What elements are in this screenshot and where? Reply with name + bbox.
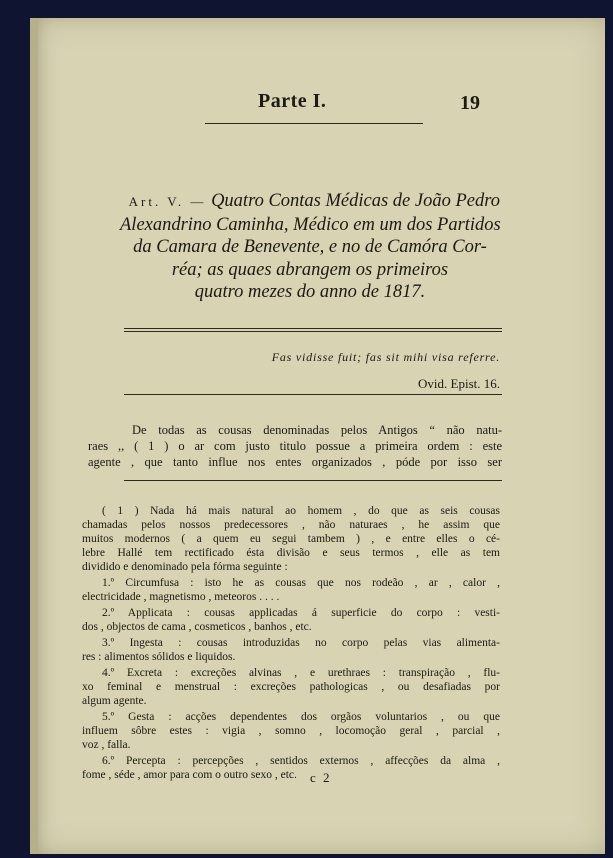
- running-title: Parte I.: [258, 90, 327, 112]
- title-rule-top-double: [124, 331, 502, 332]
- footnote-line: 4.º Excreta : excreções alvinas , e urethraes : transpiração , flu-: [102, 667, 500, 679]
- book-page: [30, 18, 605, 854]
- page-number: 19: [460, 92, 480, 114]
- title-line-4: réa; as quaes abrangem os primeiros: [171, 259, 449, 280]
- title-line-1-text: Quatro Contas Médicas de João Pedro: [211, 191, 500, 211]
- footnote-line: xo feminal e menstrual : excreções pathologicas , ou desafiadas por: [82, 681, 500, 693]
- page-header: [30, 90, 605, 130]
- body-line: De todas as cousas denominadas pelos Antigos “ não natu-: [132, 423, 502, 437]
- page-gutter: [30, 18, 38, 854]
- footnote-line: fome , séde , amor para com o outro sexo , etc.: [82, 769, 297, 781]
- body-line: agente , que tanto influe nos entes organizados , póde por isso ser: [88, 455, 502, 469]
- body-line: raes ,, ( 1 ) o ar com justo titulo possue a primeira ordem : este: [88, 439, 502, 453]
- footnote-line: 3.º Ingesta : cousas introduzidas no corpo pelas vias alimenta-: [102, 637, 500, 649]
- footnote-block: [82, 504, 500, 782]
- footnote-line: algum agente.: [82, 695, 147, 707]
- footnote-line: 2.º Applicata : cousas applicadas á superficie do corpo : vesti-: [102, 607, 500, 619]
- title-line-2: Alexandrino Caminha, Médico em um dos Partidos: [120, 214, 501, 235]
- footnote-line: 1.º Circumfusa : isto he as cousas que nos rodeão , ar , calor ,: [102, 577, 500, 589]
- article-title: [120, 190, 500, 304]
- header-rule: [205, 123, 423, 124]
- footnote-line: influem sôbre estes : vigia , somno , locomoção geral , parcial ,: [82, 725, 500, 737]
- footnote-line: 5.º Gesta : acções dependentes dos orgãos voluntarios , ou que: [102, 711, 500, 723]
- title-line-5: quatro mezes do anno de 1817.: [194, 282, 426, 302]
- signature-mark: c 2: [310, 770, 332, 785]
- epigraph-source: Ovid. Epist. 16.: [418, 376, 500, 391]
- footnote-separator: [124, 480, 502, 481]
- footnote-line: lebre Hallé tem rectificado ésta divisão e seus termos , elle as tem: [82, 547, 500, 559]
- title-rule-top: [124, 328, 502, 329]
- footnote-line: voz , falla.: [82, 739, 131, 751]
- title-line-1: [120, 190, 500, 214]
- footnote-line: dividido e denominado pela fórma seguinte :: [82, 561, 288, 573]
- footnote-line: electricidade , magnetismo , meteoros . . . .: [82, 591, 280, 603]
- footnote-line: chamadas pelos nossos predecessores , não naturaes , he assim que: [82, 519, 500, 531]
- footnote-line: dos , objectos de cama , cosmeticos , banhos , etc.: [82, 621, 312, 633]
- footnote-line: res : alimentos sólidos e liquidos.: [82, 651, 236, 663]
- body-paragraph: [88, 422, 502, 470]
- epigraph-rule: [124, 394, 502, 395]
- epigraph-quote: Fas vidisse fuit; fas sit mihi visa referre.: [271, 350, 500, 364]
- footnote-line: ( 1 ) Nada há mais natural ao homem , do que as seis cousas: [102, 505, 500, 517]
- title-line-3: da Camara de Benevente, e no de Camóra Cor-: [133, 237, 487, 257]
- footnote-line: muitos modernos ( a quem eu segui tambem ) , e entre elles o cé-: [82, 533, 500, 545]
- article-label: Art. V. —: [128, 194, 207, 209]
- footnote-line: 6.º Percepta : percepções , sentidos externos , affecções da alma ,: [102, 755, 500, 767]
